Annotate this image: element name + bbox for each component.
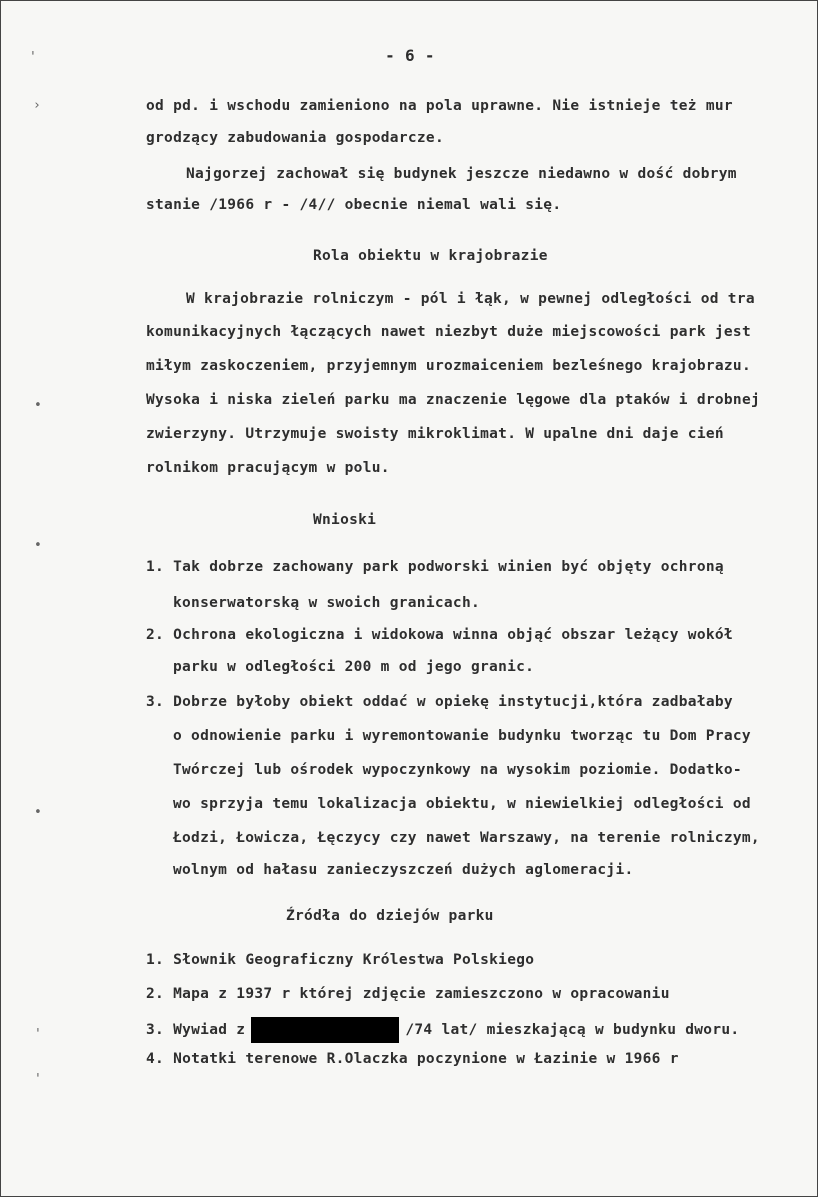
list-item-line: Łodzi, Łowicza, Łęczycy czy nawet Warszawy, na terenie rolniczym,: [173, 830, 760, 846]
list-item-line: 3. Dobrze byłoby obiekt oddać w opiekę instytucji,która zadbałaby: [146, 694, 733, 710]
redaction-box: [251, 1017, 399, 1043]
section-heading: Rola obiektu w krajobrazie: [313, 248, 548, 264]
text-line: od pd. i wschodu zamieniono na pola uprawne. Nie istnieje też mur: [146, 98, 733, 114]
margin-mark: •: [34, 538, 42, 553]
section-heading: Wnioski: [313, 512, 377, 528]
text-line: komunikacyjnych łączących nawet niezbyt duże miejscowości park jest: [146, 324, 751, 340]
list-item-line: o odnowienie parku i wyremontowanie budynku tworząc tu Dom Pracy: [173, 728, 751, 744]
margin-mark: •: [34, 398, 42, 413]
list-item-line: [146, 1017, 739, 1043]
list-item-line: wolnym od hałasu zanieczyszczeń dużych aglomeracji.: [173, 862, 634, 878]
list-item-line: 2. Ochrona ekologiczna i widokowa winna objąć obszar leżący wokół: [146, 627, 733, 643]
margin-mark: ': [34, 1072, 42, 1087]
list-item-line: 4. Notatki terenowe R.Olaczka poczynione w Łazinie w 1966 r: [146, 1051, 679, 1067]
section-heading: Źródła do dziejów parku: [286, 908, 494, 924]
margin-mark: •: [34, 805, 42, 820]
source-interview-prefix: 3. Wywiad z: [146, 1022, 246, 1038]
list-item-line: wo sprzyja temu lokalizacja obiektu, w niewielkiej odległości od: [173, 796, 751, 812]
list-item-line: parku w odległości 200 m od jego granic.: [173, 659, 535, 675]
text-line: Wysoka i niska zieleń parku ma znaczenie lęgowe dla ptaków i drobnej: [146, 392, 761, 408]
margin-mark: ': [29, 50, 37, 65]
text-line: Najgorzej zachował się budynek jeszcze niedawno w dość dobrym: [186, 166, 737, 182]
margin-mark: ›: [33, 98, 41, 113]
list-item-line: 1. Tak dobrze zachowany park podworski winien być objęty ochroną: [146, 559, 724, 575]
text-line: W krajobrazie rolniczym - pól i łąk, w pewnej odległości od tra: [186, 291, 755, 307]
source-interview-suffix: /74 lat/ mieszkającą w budynku dworu.: [405, 1022, 740, 1038]
margin-mark: ': [34, 1027, 42, 1042]
list-item-line: Twórczej lub ośrodek wypoczynkowy na wysokim poziomie. Dodatko-: [173, 762, 742, 778]
text-line: miłym zaskoczeniem, przyjemnym urozmaiceniem bezleśnego krajobrazu.: [146, 358, 751, 374]
list-item-line: 2. Mapa z 1937 r której zdjęcie zamieszczono w opracowaniu: [146, 986, 670, 1002]
list-item-line: konserwatorską w swoich granicach.: [173, 595, 481, 611]
page-number: - 6 -: [385, 46, 435, 65]
list-item-line: 1. Słownik Geograficzny Królestwa Polskiego: [146, 952, 535, 968]
text-line: zwierzyny. Utrzymuje swoisty mikroklimat. W upalne dni daje cień: [146, 426, 724, 442]
text-line: stanie /1966 r - /4// obecnie niemal wali się.: [146, 197, 562, 213]
text-line: rolnikom pracującym w polu.: [146, 460, 390, 476]
text-line: grodzący zabudowania gospodarcze.: [146, 130, 444, 146]
